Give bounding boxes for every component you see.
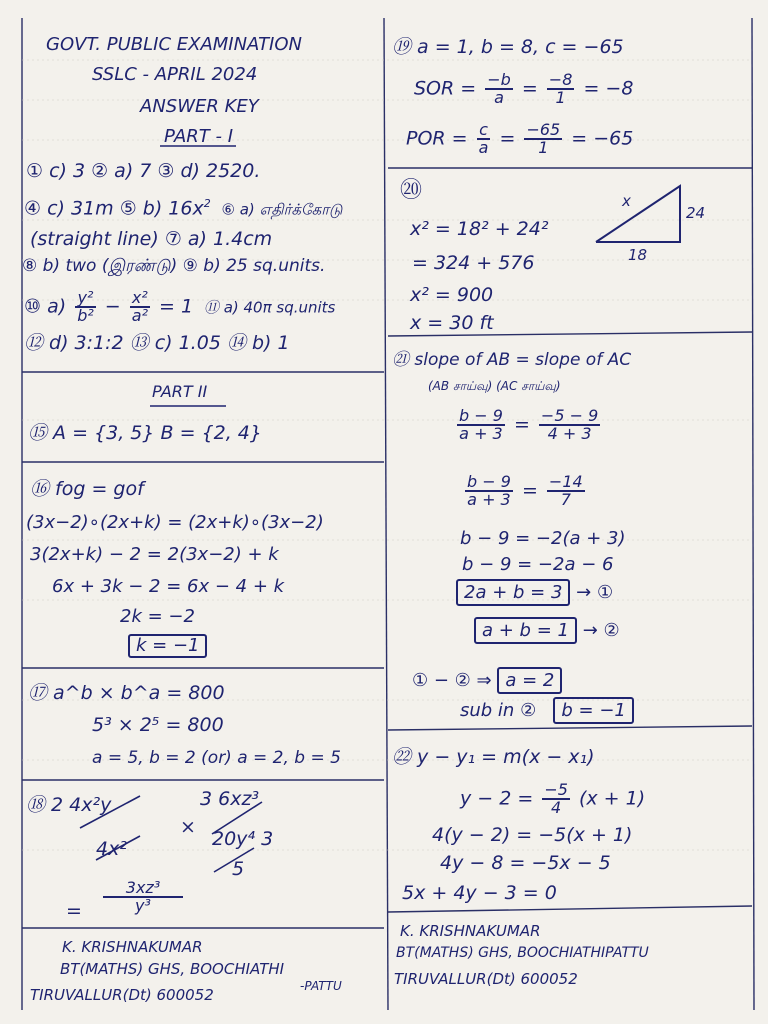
q22-line2: y − 2 = $\frac{-5}{4}$ (x + 1) xyxy=(460,780,646,817)
q22-line1: ㉒ y − y₁ = m(x − x₁) xyxy=(392,746,595,768)
right-triangle-diagram xyxy=(596,186,680,242)
q17-line2: 5³ × 2⁵ = 800 xyxy=(92,714,224,736)
q18-numerator-left: ⑱ 2 4x²y xyxy=(26,794,112,816)
q16-result: k = −1 xyxy=(128,634,207,658)
q21-line5: b − 9 = −2(a + 3) xyxy=(460,528,626,549)
q16-line1: ⑯ fog = gof xyxy=(30,478,144,500)
sig-right-name: K. KRISHNAKUMAR xyxy=(400,922,541,940)
sig-left-line4: TIRUVALLUR(Dt) 600052 xyxy=(30,986,214,1004)
q17-line3: a = 5, b = 2 (or) a = 2, b = 5 xyxy=(92,748,341,768)
q22-line3: 4(y − 2) = −5(x + 1) xyxy=(432,824,633,846)
q18-equals: = xyxy=(66,900,82,922)
q20-number: ⑳ xyxy=(400,178,423,203)
sig-left-line2: BT(MATHS) GHS, BOOCHIATHI xyxy=(60,960,285,978)
part1-row6: ⑫ d) 3:1:2 ⑬ c) 1.05 ⑭ b) 1 xyxy=(24,332,290,354)
q22-line4: 4y − 8 = −5x − 5 xyxy=(440,852,611,874)
q21-line8: a + b = 1 → ② xyxy=(474,622,620,640)
q19-line1: ⑲ a = 1, b = 8, c = −65 xyxy=(392,36,624,58)
q21-line9: ① − ② ⇒ a = 2 xyxy=(412,672,562,690)
sig-left-name: K. KRISHNAKUMAR xyxy=(62,938,203,956)
part1-row4: ⑧ b) two (இரண்டு) ⑨ b) 25 sq.units. xyxy=(22,256,326,276)
q19-sor: SOR = $\frac{-b}{a}$ = $\frac{-8}{1}$ = −8 xyxy=(414,70,634,107)
q18-result: $\frac{\text{3xz³}}{\text{y³}}$ xyxy=(100,880,186,914)
q20-line2: = 324 + 576 xyxy=(412,252,535,274)
q16-line2: (3x−2)∘(2x+k) = (2x+k)∘(3x−2) xyxy=(26,512,324,533)
q22-line5: 5x + 4y − 3 = 0 xyxy=(402,882,557,904)
q18-numerator-right: 3 6xz³ xyxy=(200,788,260,810)
q16-line5: 2k = −2 xyxy=(120,606,195,627)
sig-right-line2: BT(MATHS) GHS, BOOCHIATHIPATTU xyxy=(396,945,649,961)
header-subtitle: SSLC - APRIL 2024 xyxy=(92,64,258,85)
part2-heading: PART II xyxy=(152,382,208,401)
q21-eq1: $\frac{b - 9}{a + 3}$ = $\frac{-5 - 9}{4 + 3}$ xyxy=(459,406,599,443)
part1-row1: ① c) 3 ② a) 7 ③ d) 2520. xyxy=(26,160,261,182)
part1-row3: (straight line) ⑦ a) 1.4cm xyxy=(30,228,273,250)
q21-line7: 2a + b = 3 → ① xyxy=(456,584,613,602)
q21-line6: b − 9 = −2a − 6 xyxy=(462,554,614,575)
q20-line1: x² = 18² + 24² xyxy=(410,218,549,240)
q18-denominator-right: 20y⁴ 3 xyxy=(212,828,274,850)
q21-line10: sub in ② b = −1 xyxy=(460,702,634,720)
q19-por: POR = $\frac{c}{a}$ = $\frac{-65}{1}$ = −65 xyxy=(406,120,634,157)
triangle-label-x: x xyxy=(622,192,631,210)
q18-denominator-left: 4x² xyxy=(96,838,127,860)
part1-heading: PART - I xyxy=(164,126,234,147)
q21-eq2: $\frac{b - 9}{a + 3}$ = $\frac{-14}{7}$ xyxy=(467,472,583,509)
q15-answer: ⑮ A = {3, 5} B = {2, 4} xyxy=(28,422,262,444)
q20-line3: x² = 900 xyxy=(410,284,494,306)
triangle-label-18: 18 xyxy=(628,246,648,264)
q21-line2: (AB சாய்வு) (AC சாய்வு) xyxy=(428,379,561,393)
q18-denominator-small: 5 xyxy=(232,858,245,880)
q16-line3: 3(2x+k) − 2 = 2(3x−2) + k xyxy=(30,544,279,565)
q16-line4: 6x + 3k − 2 = 6x − 4 + k xyxy=(52,576,285,597)
sig-right-line3: TIRUVALLUR(Dt) 600052 xyxy=(394,970,578,988)
sig-left-line3: -PATTU xyxy=(300,979,342,993)
q21-line1: ㉑ slope of AB = slope of AC xyxy=(392,350,632,370)
q18-times: × xyxy=(180,816,196,838)
q20-line4: x = 30 ft xyxy=(410,312,494,334)
header-answer-key: ANSWER KEY xyxy=(140,96,259,117)
part1-row2: ④ c) 31m ⑤ b) $16x^2$ ⑥ a) எதிர்க்கோடு xyxy=(24,197,343,220)
header-title: GOVT. PUBLIC EXAMINATION xyxy=(46,34,302,55)
q17-line1: ⑰ a^b × b^a = 800 xyxy=(28,682,225,704)
part1-row5: ⑩ a) $\frac{\text{y²}}{\text{b²}}$ − $\frac{\text{x²}}{\text{a²}}$ = 1 ⑪ a) 40π sq.units xyxy=(24,288,336,325)
triangle-label-24: 24 xyxy=(686,204,706,222)
